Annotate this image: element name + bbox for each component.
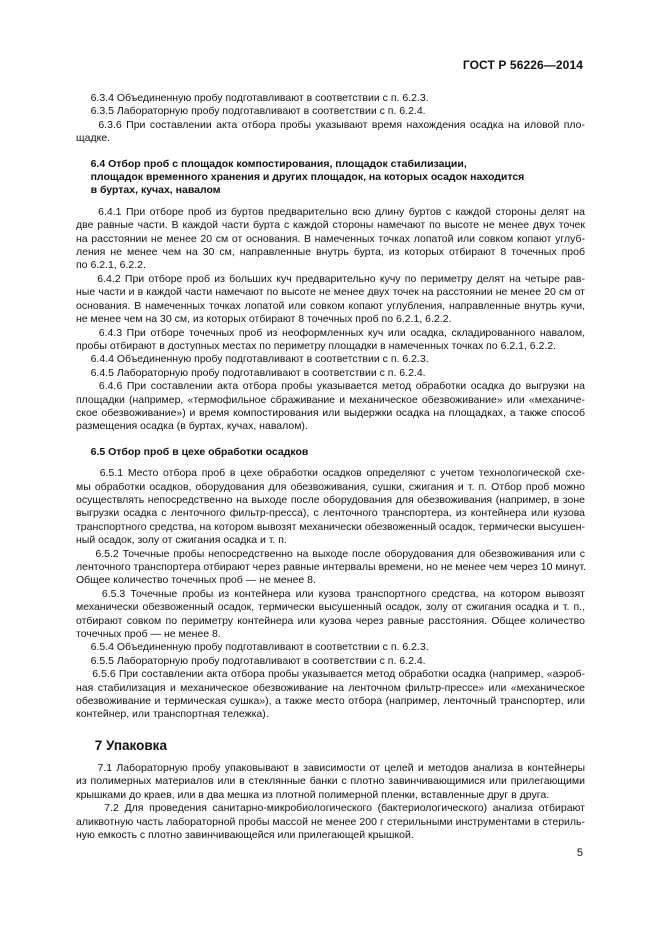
text-line: 6.5.6 При составлении акта отбора пробы указывается метод обработки осадка (например, «аэроб- [76, 668, 585, 681]
text-line: основания. В намеченных точках лопатой или совком копают углубления, направленные внутрь кучи, [76, 299, 585, 312]
paragraph [76, 655, 585, 668]
document-body [76, 92, 585, 842]
text-line: 7.2 Для проведения санитарно-микробиологического (бактериологического) анализа отбирают [76, 802, 585, 815]
paragraph [76, 762, 585, 802]
paragraph [76, 273, 585, 327]
spacer [76, 459, 585, 467]
spacer [76, 198, 585, 206]
text-line: 6.5.2 Точечные пробы непосредственно на выходе после оборудования для обезвоживания или с [76, 547, 585, 560]
chapter-title [76, 738, 585, 754]
text-line: на расстоянии не менее 20 см от основания. В намеченных точках лопатой или совком копают углуб- [76, 232, 585, 245]
text-line: ское обезвоживание») и время компостирования или выдержки осадка на площадках, а также способ [76, 406, 585, 419]
text-line: ные части и в каждой части намечают по высоте не менее двух точек на расстоянии не менее 20 см от [76, 286, 585, 299]
paragraph [76, 327, 585, 354]
text-line: 6.5 Отбор проб в цехе обработки осадков [76, 445, 309, 458]
text-line: 6.4.2 При отборе проб из больших куч предварительно кучу по периметру делят на четыре рав- [76, 272, 585, 285]
text-line: 6.3.4 Объединенную пробу подготавливают в соответствии с п. 6.2.3. [76, 92, 429, 104]
text-line: по 6.2.1, 6.2.2. [76, 259, 146, 272]
paragraph [76, 641, 585, 654]
text-line: механически обезвоженный осадок, термически высушенный осадок, золу от сжигания осадка и т. п., [76, 601, 585, 614]
paragraph [76, 367, 585, 380]
text-line: щадке. [76, 132, 111, 145]
text-line: 6.4.1 При отборе проб из буртов предварительно всю длину буртов с каждой стороны делят на [76, 205, 585, 218]
text-line: 6.3.6 При составлении акта отбора пробы указывают время нахождения осадка на иловой пло- [76, 118, 585, 131]
text-line: крышками до краев, или в два мешка из плотной полимерной пленки, вставленные друг в друга. [76, 788, 550, 801]
page-number: 5 [576, 847, 583, 859]
paragraph [76, 380, 585, 434]
text-line: 6.4.4 Объединенную пробу подготавливают в соответствии с п. 6.2.3. [76, 353, 429, 366]
text-line: 6.5.1 Место отбора проб в цехе обработки осадков определяют с учетом технологической схе- [76, 467, 585, 480]
text-line: ленточного транспортера отбирают через равные интервалы времени, но не менее чем через 10 минут. [76, 561, 587, 573]
text-line: обезвоживание и термическая сушка»), а также место отбора (например, ленточный транспортер, или [76, 695, 585, 708]
text-line: выгрузки осадка с ленточного фильтр-пресса), с ленточного транспортера, из контейнера или кузова [76, 507, 585, 520]
spacer [76, 722, 585, 738]
document-header-standard: ГОСТ Р 56226—2014 [462, 58, 583, 72]
text-line: 6.5.3 Точечные пробы из контейнера или кузова транспортного средства, на котором вывозят [76, 587, 585, 600]
text-line: 7.1 Лабораторную пробу упаковывают в зависимости от целей и методов анализа в контейнеры [76, 761, 585, 774]
text-line: ная стабилизация и механическое обезвоживание на ленточном фильтр-прессе» или «механическое [76, 681, 585, 694]
text-line: 6.3.5 Лабораторную пробу подготавливают в соответствии с п. 6.2.4. [76, 105, 426, 118]
paragraph [76, 467, 585, 547]
text-line: ления не менее чем на 30 см, направленные внутрь бурта, из которых отбирают 8 точечных проб [76, 246, 585, 259]
spacer [76, 434, 585, 446]
text-line: точечных проб — не менее 8. [76, 628, 221, 641]
paragraph [76, 353, 585, 366]
text-line: площадок временного хранения и других площадок, на которых осадок находится [76, 171, 525, 184]
text-line: площадки (например, «термофильное сбраживание и механическое обезвоживание» или «механиче- [76, 393, 585, 406]
paragraph [76, 119, 585, 146]
text-line: ную емкость с плотно завинчивающейся или прилегающей крышкой. [76, 828, 414, 841]
text-line: транспортного средства, на котором вывозят механически обезвоженный осадок, термически высушен- [76, 520, 585, 533]
text-line: 6.5.5 Лабораторную пробу подготавливают в соответствии с п. 6.2.4. [76, 654, 426, 667]
text-line: аликвотную часть лабораторной пробы массой не менее 200 г стерильными инструментами в стериль- [76, 815, 585, 828]
text-line: размещения осадка (в буртах, кучах, навалом). [76, 420, 308, 433]
text-line: 6.4.5 Лабораторную пробу подготавливают в соответствии с п. 6.2.4. [76, 366, 426, 379]
paragraph [76, 668, 585, 722]
text-line: отбирают совком по периметру контейнера или кузова через равные расстояния. Общее количество [76, 614, 585, 627]
spacer [76, 146, 585, 158]
section-heading [76, 446, 585, 459]
text-line: 6.5.4 Объединенную пробу подготавливают в соответствии с п. 6.2.3. [76, 641, 429, 654]
text-line: пробы отбирают в доступных местах по периметру площадки в намеченных точках по 6.2.1, 6.2.2. [76, 339, 557, 352]
spacer [76, 754, 585, 762]
paragraph [76, 802, 585, 842]
text-line: из полимерных материалов или в стеклянные банки с плотно завинчивающимися или прилегающими [76, 775, 585, 788]
text-line: 6.4 Отбор проб с площадок компостирования, площадок стабилизации, [76, 157, 467, 170]
text-line: осуществлять непосредственно на выходе после оборудования для обезвоживания (например, в зоне [76, 493, 585, 506]
text-line: Общее количество точечных проб — не менее 8. [76, 574, 316, 587]
text-line: 6.4.6 При составлении акта отбора пробы указывается метод обработки осадка до выгрузки на [76, 380, 585, 393]
paragraph [76, 105, 585, 118]
paragraph [76, 92, 585, 105]
text-line: не менее чем на 30 см, из которых отбирают 8 точечных проб по 6.2.1, 6.2.2. [76, 313, 452, 326]
paragraph [76, 588, 585, 642]
text-line: в буртах, кучах, навалом [76, 184, 221, 197]
text-line: контейнер, или транспортная тележка). [76, 708, 269, 721]
text-line: 6.4.3 При отборе точечных проб из неоформленных куч или осадка, складированного навалом, [76, 326, 585, 339]
text-line: две равные части. В каждой части бурта с каждой стороны намечают по высоте не менее двух точек [76, 219, 585, 232]
text-line: мы обработки осадков, оборудования для обезвоживания, сушки, сжигания и т. п. Отбор проб можно [76, 480, 585, 493]
section-heading [76, 158, 585, 198]
text-line: 7 Упаковка [76, 737, 167, 753]
paragraph [76, 206, 585, 273]
paragraph [76, 548, 585, 588]
text-line: ный осадок, золу от сжигания осадка и т. п. [76, 534, 287, 547]
